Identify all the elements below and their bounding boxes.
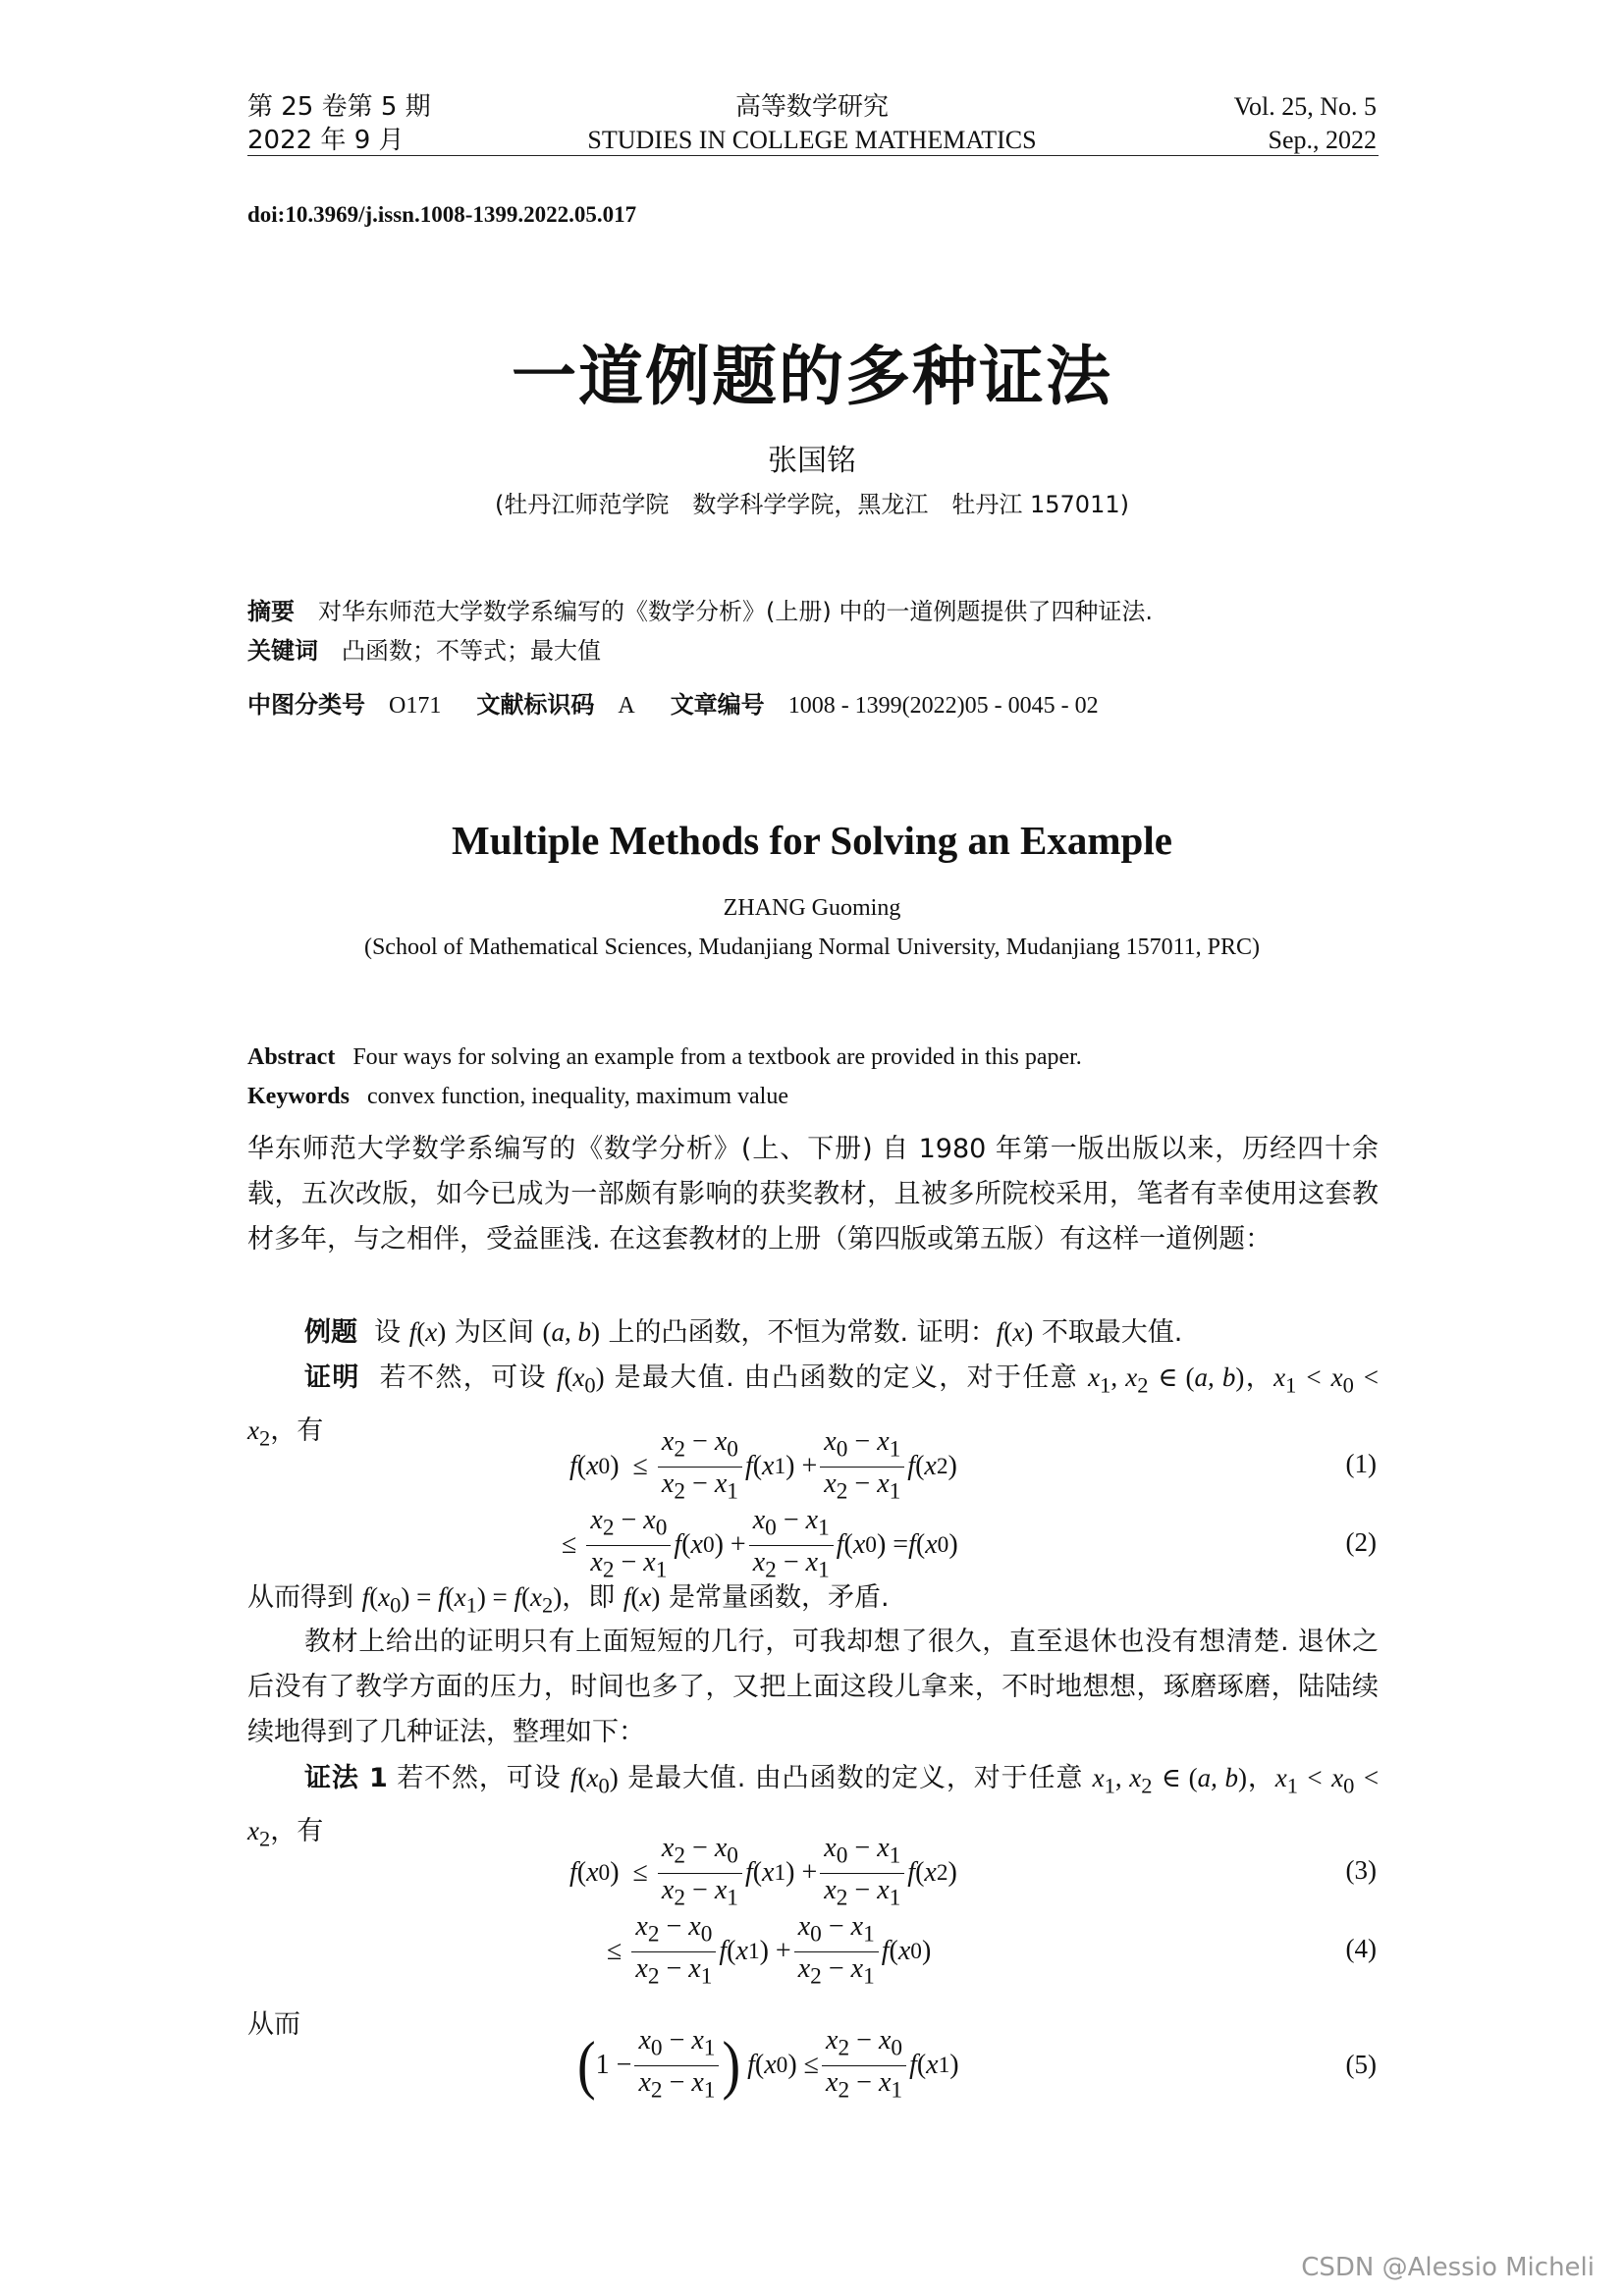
keywords-en	[247, 1084, 788, 1110]
page-title-cn: 一道例题的多种证法	[512, 339, 1112, 414]
doc-code-value: A	[618, 693, 635, 719]
keywords-en-text: convex function, inequality, maximum value	[367, 1084, 788, 1109]
equation-5-number: (5)	[1345, 2050, 1377, 2079]
classification-info	[247, 687, 1099, 723]
clc-value: O171	[389, 693, 442, 719]
csdn-watermark: CSDN @Alessio Micheli	[1301, 2253, 1595, 2282]
abstract-en-label: Abstract	[247, 1044, 336, 1070]
method-1-label: 证法 1	[304, 1763, 388, 1793]
article-number-label: 文章编号	[670, 691, 765, 719]
page-title-en: Multiple Methods for Solving an Example	[452, 818, 1172, 863]
example-label: 例题	[304, 1317, 357, 1348]
equation-2: ≤ $\frac{x_2 - x_0}{x_2 - x_1}$ f ( x 0 ) + $\frac{x_0 - x_1}{x_2 - x_1}$ f ( x 0 ) = f ( x 0 )	[562, 1505, 958, 1583]
keywords-cn-text: 凸函数；不等式；最大值	[342, 637, 601, 665]
article-number-value: 1008 - 1399(2022)05 - 0045 - 02	[787, 693, 1099, 719]
affiliation-cn: (牡丹江师范学院 数学科学学院，黑龙江 牡丹江 157011)	[495, 491, 1129, 518]
header-center	[0, 90, 1624, 157]
doc-code-label: 文献标识码	[476, 691, 595, 719]
volume-issue-en: Vol. 25, No. 5	[1233, 92, 1377, 121]
doi: doi:10.3969/j.issn.1008-1399.2022.05.017	[247, 202, 637, 227]
proof-conclusion: 从而得到 $f(x_0) = f(x_1) = f(x_2)$，即 f(x) 是常量函数，矛盾.	[247, 1582, 890, 1618]
journal-name-en: STUDIES IN COLLEGE MATHEMATICS	[587, 126, 1037, 154]
abstract-cn	[247, 594, 1153, 629]
abstract-en	[247, 1044, 1082, 1071]
equation-3-number: (3)	[1345, 1855, 1377, 1885]
keywords-en-label: Keywords	[247, 1084, 350, 1109]
abstract-cn-label: 摘要	[247, 598, 295, 625]
example-statement: 例题 设 f(x) 为区间 (a, b) 上的凸函数，不恒为常数. 证明：f(x) 不取最大值.	[304, 1317, 1183, 1348]
clc-label: 中图分类号	[247, 691, 365, 719]
equation-3: f ( x 0 ) ≤ $\frac{x_2 - x_0}{x_2 - x_1}$ f ( x 1 ) + $\frac{x_0 - x_1}{x_2 - x_1}$ f ( x 2 )	[569, 1833, 957, 1911]
journal-name-cn: 高等数学研究	[734, 92, 889, 122]
narrative-paragraph: 教材上给出的证明只有上面短短的几行，可我却想了很久，直至退休也没有想清楚. 退休之后没有了教学方面的压力，时间也多了，又把上面这段儿拿来，不时地想想，琢磨琢磨，陆陆续续地得到了几种证法，整理如下：	[247, 1627, 1379, 1747]
abstract-cn-text: 对华东师范大学数学系编写的《数学分析》(上册) 中的一道例题提供了四种证法.	[318, 598, 1153, 625]
volume-issue: 第 25 卷第 5 期	[247, 92, 431, 122]
keywords-cn-label: 关键词	[247, 637, 318, 665]
abstract-en-text: Four ways for solving an example from a textbook are provided in this paper.	[352, 1044, 1082, 1070]
issue-date-cn: 2022 年 9 月	[247, 126, 405, 155]
keywords-cn	[247, 633, 601, 668]
equation-4-number: (4)	[1345, 1934, 1377, 1963]
author-en: ZHANG Guoming	[723, 895, 901, 921]
proof-label: 证明	[304, 1362, 360, 1393]
method-1-statement: 证法 1 若不然，可设 $f(x_0)$ 是最大值. 由凸函数的定义，对于任意 $x_1$, $x_2$ ∈ (a, b)，$x_1 < x_0 < x_2$，有	[247, 1763, 1380, 1851]
header-rule	[247, 155, 1379, 156]
author-cn: 张国铭	[768, 444, 856, 478]
proof-statement: 证明 若不然，可设 $f(x_0)$ 是最大值. 由凸函数的定义，对于任意 $x_1$, $x_2$ ∈ (a, b)，$x_1 < x_0 < x_2$，有	[247, 1362, 1380, 1451]
equation-1-number: (1)	[1345, 1449, 1377, 1478]
header-right	[1234, 90, 1377, 157]
intro-paragraph: 华东师范大学数学系编写的《数学分析》(上、下册) 自 1980 年第一版出版以来，历经四十余载，五次改版，如今已成为一部颇有影响的获奖教材，且被多所院校采用，笔者有幸使用这套教材多年，与之相伴，受益匪浅. 在这套教材的上册（第四版或第五版）有这样一道例题：	[247, 1134, 1379, 1255]
therefore-label: 从而	[247, 2009, 300, 2040]
equation-2-number: (2)	[1345, 1527, 1377, 1557]
issue-date-en: Sep., 2022	[1268, 126, 1377, 154]
affiliation-en: (School of Mathematical Sciences, Mudanjiang Normal University, Mudanjiang 157011, PRC)	[363, 934, 1261, 960]
equation-1: f ( x 0 ) ≤ $\frac{x_2 - x_0}{x_2 - x_1}$ f ( x 1 ) + $\frac{x_0 - x_1}{x_2 - x_1}$ f ( x 2 )	[569, 1426, 957, 1505]
equation-4: ≤ $\frac{x_2 - x_0}{x_2 - x_1}$ f ( x 1 ) + $\frac{x_0 - x_1}{x_2 - x_1}$ f ( x 0 )	[607, 1911, 932, 1990]
equation-5: ( 1 − $\frac{x_0 - x_1}{x_2 - x_1}$ ) f ( x 0 ) ≤ $\frac{x_2 - x_0}{x_2 - x_1}$ f ( x 1 )	[577, 2025, 959, 2104]
